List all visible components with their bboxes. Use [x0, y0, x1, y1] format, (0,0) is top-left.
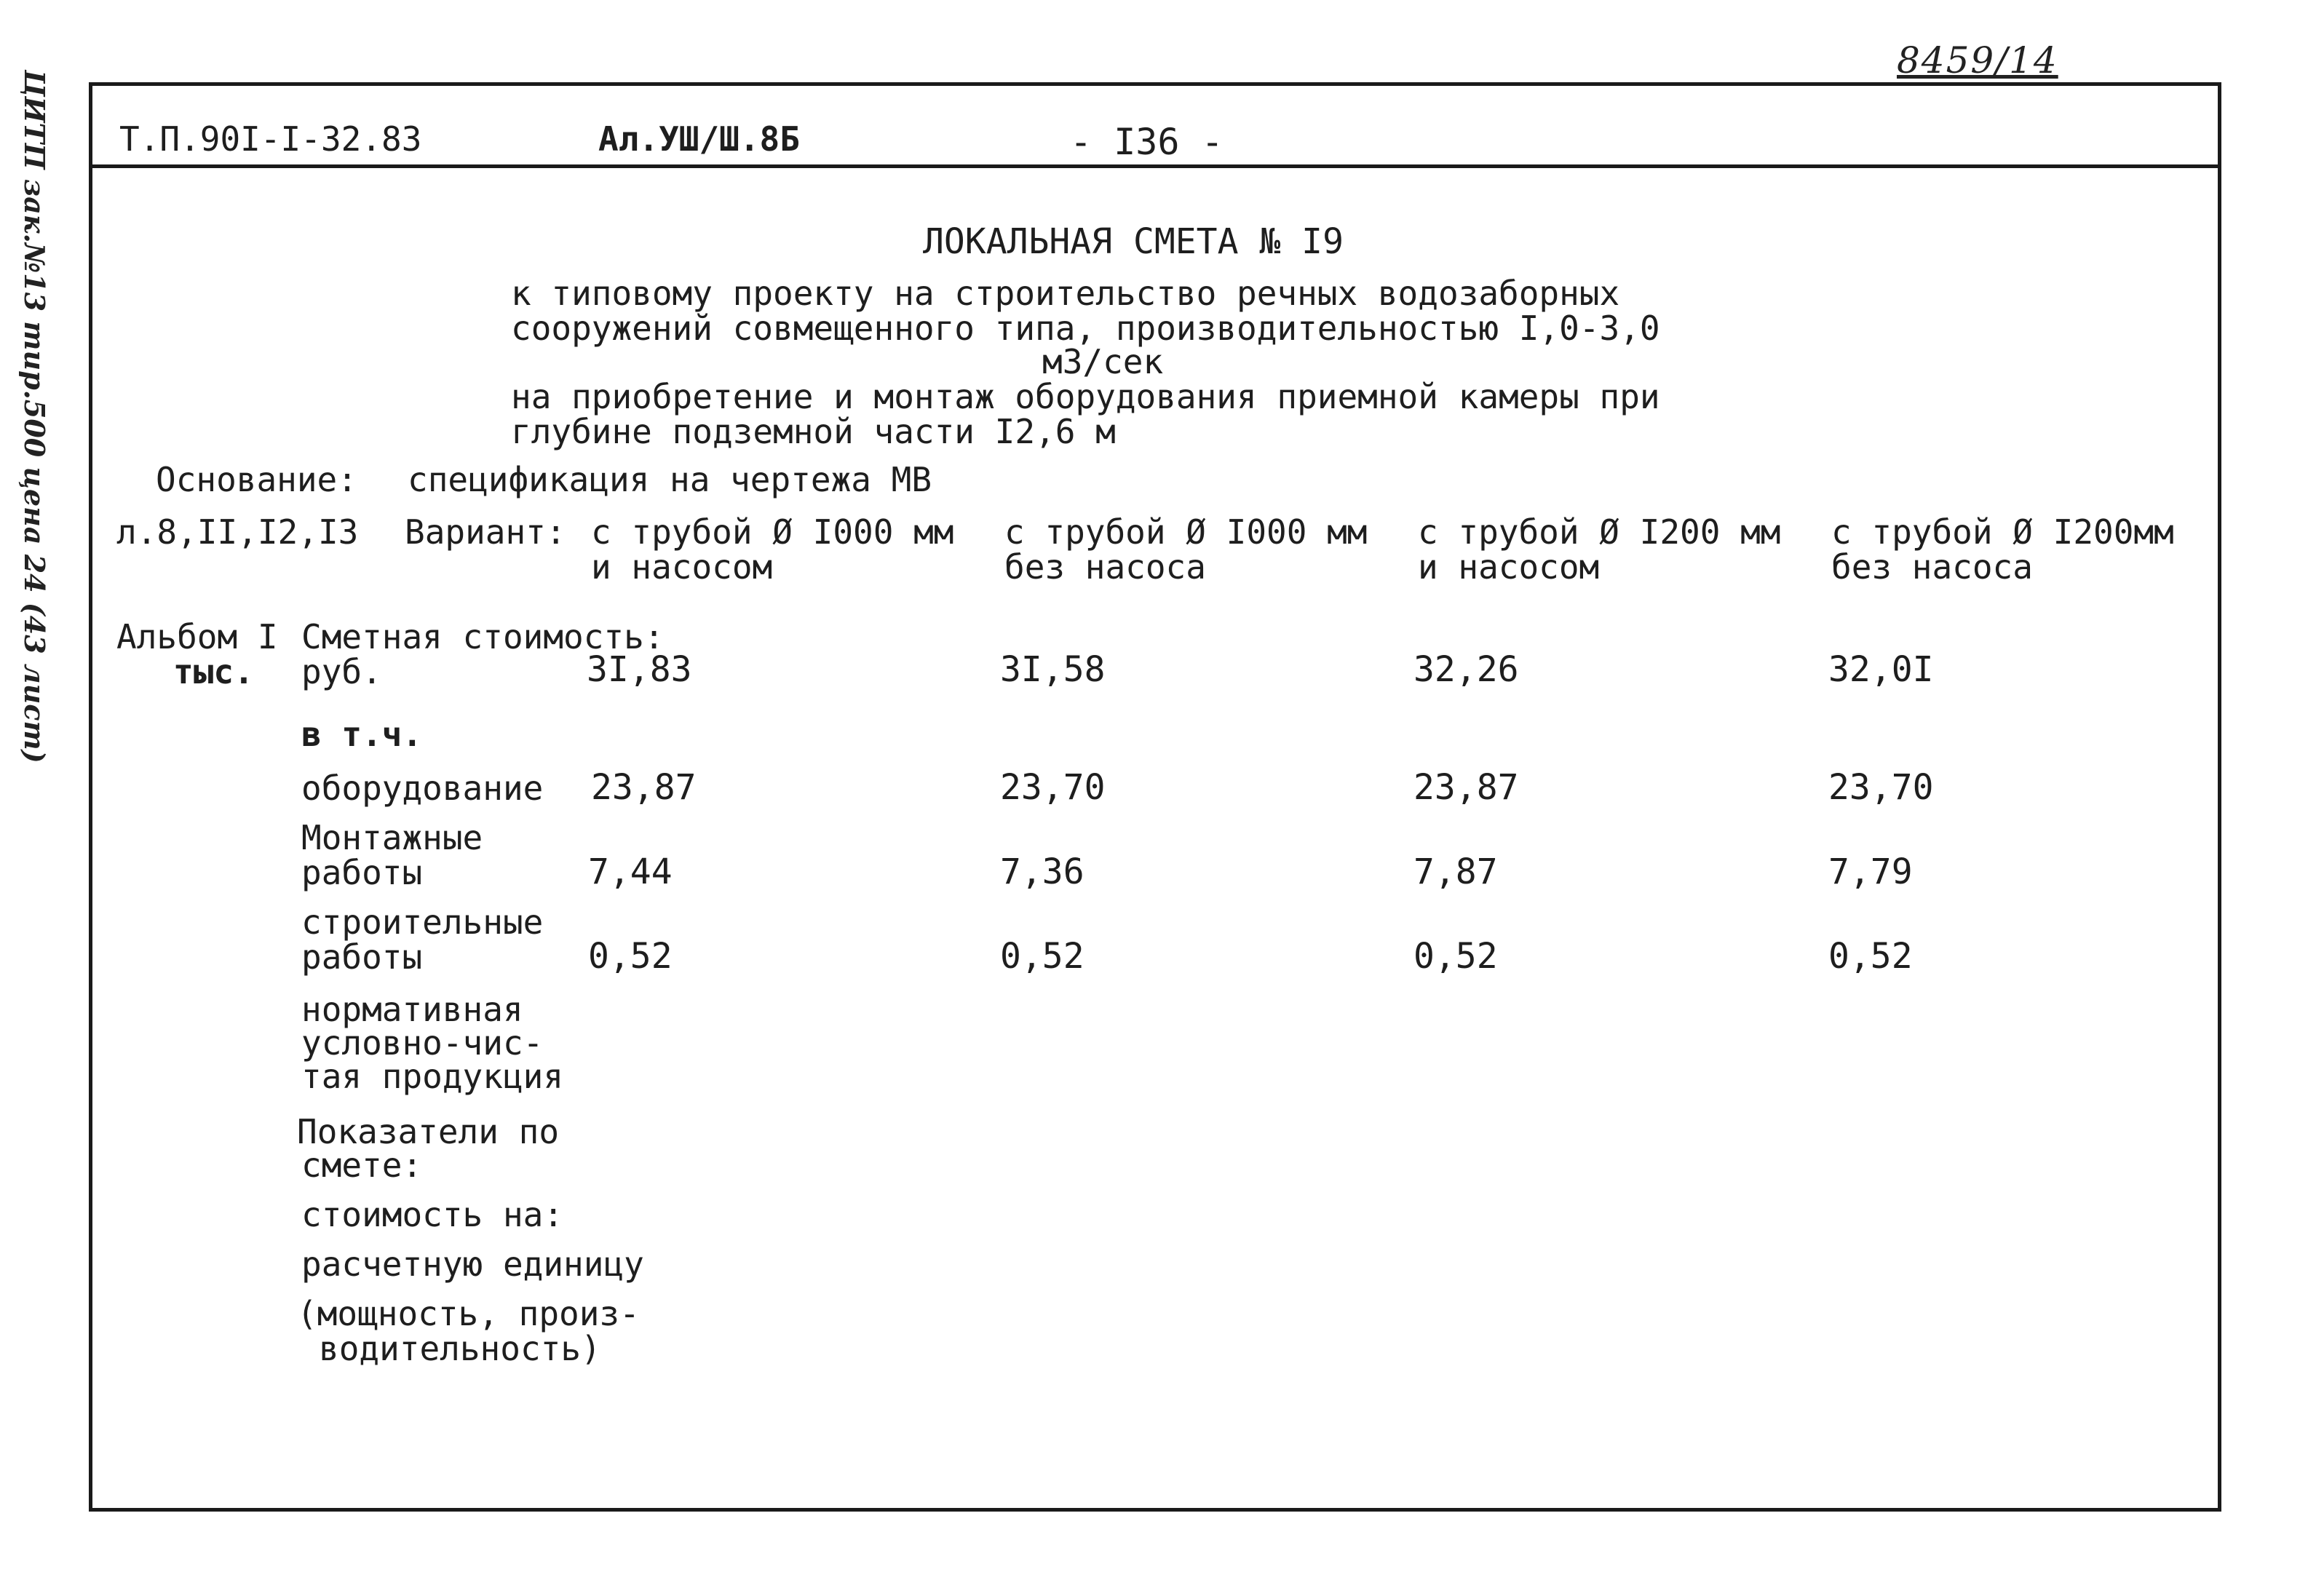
table-cell: 32,0I: [1828, 649, 1934, 690]
title-line-1: к типовому проекту на строительство речных водозаборных: [511, 274, 1620, 313]
variant-2-line-1: с трубой Ø I000 мм: [1004, 512, 1368, 552]
row-label: в т.ч.: [301, 715, 423, 754]
row-label: расчетную единицу: [301, 1244, 644, 1284]
side-stamp: ЦИТП зак.№13 тир.500 цена 24 (43 лист): [18, 70, 51, 763]
row-label: руб.: [301, 652, 382, 691]
variant-3-line-1: с трубой Ø I200 мм: [1418, 512, 1781, 552]
row-label: оборудование: [301, 769, 544, 808]
row-label: тая продукция: [301, 1057, 564, 1096]
table-cell: 0,52: [588, 936, 673, 977]
variant-2-line-2: без насоса: [1004, 547, 1206, 587]
title-line-5: глубине подземной части I2,6 м: [511, 412, 1116, 451]
table-cell: 7,87: [1413, 851, 1498, 892]
variant-1-line-2: и насосом: [591, 547, 773, 587]
table-cell: 0,52: [1828, 936, 1913, 977]
handwritten-number: 8459/14: [1897, 39, 2058, 82]
table-cell: 32,26: [1413, 649, 1519, 690]
variant-3-line-2: и насосом: [1418, 547, 1600, 587]
variant-label: Вариант:: [405, 512, 566, 552]
basis-text: спецификация на чертежа МВ: [408, 460, 932, 499]
variant-1-line-1: с трубой Ø I000 мм: [591, 512, 954, 552]
table-cell: 7,36: [1000, 851, 1084, 892]
row-label: работы: [301, 853, 423, 892]
row-label: водительность): [319, 1329, 601, 1368]
project-code: Т.П.90I-I-32.83: [119, 119, 422, 159]
row-label: смете:: [301, 1146, 423, 1185]
basis-label: Основание:: [156, 460, 357, 499]
row-label: нормативная: [301, 990, 523, 1029]
table-cell: 7,79: [1828, 851, 1913, 892]
document-heading: ЛОКАЛЬНАЯ СМЕТА № I9: [923, 221, 1344, 262]
table-cell: 23,70: [1828, 767, 1934, 808]
table-cell: 23,87: [591, 767, 697, 808]
sheet-list: л.8,II,I2,I3: [116, 512, 359, 552]
row-label: Монтажные: [301, 818, 483, 857]
row-label: стоимость на:: [301, 1195, 564, 1234]
variant-4-line-1: с трубой Ø I200мм: [1831, 512, 2174, 552]
table-cell: 3I,83: [587, 649, 692, 690]
unit-label: тыс.: [173, 652, 254, 691]
title-line-2: сооружений совмещенного типа, производительностью I,0-3,0: [511, 309, 1660, 348]
header-divider: [92, 164, 2218, 168]
row-label: Сметная стоимость:: [301, 617, 665, 656]
row-label: работы: [301, 937, 423, 977]
album-label: Альбом I: [116, 617, 278, 656]
table-cell: 23,70: [1000, 767, 1106, 808]
row-label: условно-чис-: [301, 1023, 544, 1063]
row-label: Показатели по: [297, 1112, 560, 1151]
table-cell: 23,87: [1413, 767, 1519, 808]
title-line-4: на приобретение и монтаж оборудования приемной камеры при: [511, 377, 1660, 416]
variant-4-line-2: без насоса: [1831, 547, 2033, 587]
table-cell: 0,52: [1413, 936, 1498, 977]
table-cell: 3I,58: [1000, 649, 1106, 690]
page-number: - I36 -: [1070, 121, 1224, 163]
table-cell: 7,44: [588, 851, 673, 892]
row-label: (мощность, произ-: [297, 1294, 640, 1333]
table-cell: 0,52: [1000, 936, 1084, 977]
title-line-3: м3/сек: [1042, 342, 1164, 381]
album-code: Ал.УШ/Ш.8Б: [598, 119, 800, 159]
row-label: строительные: [301, 902, 544, 942]
